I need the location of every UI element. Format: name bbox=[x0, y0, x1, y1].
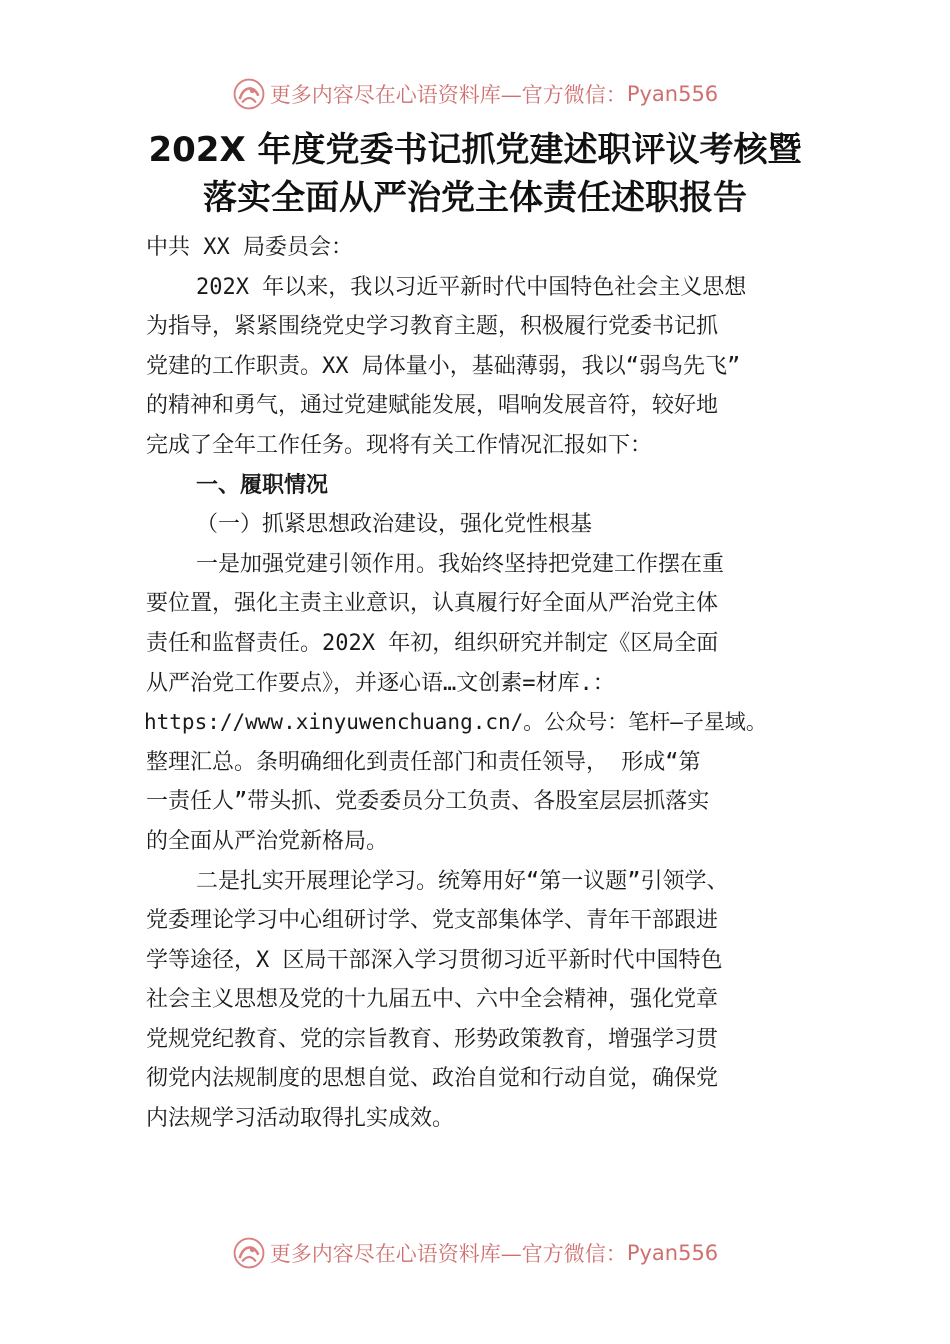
paragraph-line: 的全面从严治党新格局。 bbox=[146, 828, 389, 854]
paragraph-line: 为指导，紧紧围绕党史学习教育主题，积极履行党委书记抓 bbox=[146, 314, 719, 340]
paragraph-line: 党委理论学习中心组研讨学、党支部集体学、青年干部跟进 bbox=[146, 908, 719, 934]
title-line-1: 202X 年度党委书记抓党建述职评议考核暨 bbox=[148, 130, 802, 170]
title-line-2: 落实全面从严治党主体责任述职报告 bbox=[203, 178, 747, 218]
paragraph-line: 从严治党工作要点》，并逐心语…文创素=材库.： bbox=[146, 670, 615, 696]
paragraph-line-url: https://www.xinyuwenchuang.cn/。公众号：笔杆—子星域。 bbox=[144, 710, 767, 735]
watermark-logo-icon bbox=[232, 1236, 266, 1270]
watermark-footer bbox=[0, 1233, 950, 1273]
paragraph-line: 党建的工作职责。XX 局体量小，基础薄弱，我以“弱鸟先飞” bbox=[146, 353, 741, 379]
watermark-wechat-id: Pyan556 bbox=[626, 1241, 719, 1265]
paragraph-line: 整理汇总。条明确细化到责任部门和责任领导， 形成“第 bbox=[146, 749, 701, 775]
paragraph-line: 党规党纪教育、党的宗旨教育、形势政策教育，增强学习贯 bbox=[146, 1026, 719, 1052]
paragraph-line: 学等途径，X 区局干部深入学习贯彻习近平新时代中国特色 bbox=[146, 947, 723, 973]
paragraph-line: 要位置，强化主责主业意识，认真履行好全面从严治党主体 bbox=[146, 591, 719, 617]
watermark-wechat-id: Pyan556 bbox=[626, 82, 719, 106]
section-heading: 一、履职情况 bbox=[196, 472, 329, 498]
document-body bbox=[146, 228, 816, 1139]
subsection-heading: （一）抓紧思想政治建设，强化党性根基 bbox=[196, 512, 593, 538]
paragraph-line: 完成了全年工作任务。现将有关工作情况汇报如下： bbox=[146, 432, 653, 458]
document-title bbox=[0, 126, 950, 222]
watermark-logo-icon bbox=[232, 77, 266, 111]
watermark-header bbox=[0, 74, 950, 114]
paragraph-line: 一责任人”带头抓、党委委员分工负责、各股室层层抓落实 bbox=[146, 789, 710, 815]
salutation: 中共 XX 局委员会： bbox=[146, 235, 353, 260]
paragraph-line: 内法规学习活动取得扎实成效。 bbox=[146, 1106, 455, 1132]
paragraph-line: 的精神和勇气，通过党建赋能发展，唱响发展音符，较好地 bbox=[146, 393, 719, 419]
paragraph-line: 202X 年以来，我以习近平新时代中国特色社会主义思想 bbox=[196, 274, 747, 300]
watermark-text: 更多内容尽在心语资料库—官方微信： bbox=[269, 1242, 627, 1266]
paragraph-line: 彻党内法规制度的思想自觉、政治自觉和行动自觉，确保党 bbox=[146, 1066, 719, 1092]
paragraph-line: 社会主义思想及党的十九届五中、六中全会精神，强化党章 bbox=[146, 987, 719, 1013]
paragraph-line: 一是加强党建引领作用。我始终坚持把党建工作摆在重 bbox=[196, 551, 725, 577]
paragraph-line: 二是扎实开展理论学习。统筹用好“第一议题”引领学、 bbox=[196, 868, 729, 894]
watermark-text: 更多内容尽在心语资料库—官方微信： bbox=[269, 83, 627, 107]
paragraph-line: 责任和监督责任。202X 年初，组织研究并制定《区局全面 bbox=[146, 630, 719, 656]
